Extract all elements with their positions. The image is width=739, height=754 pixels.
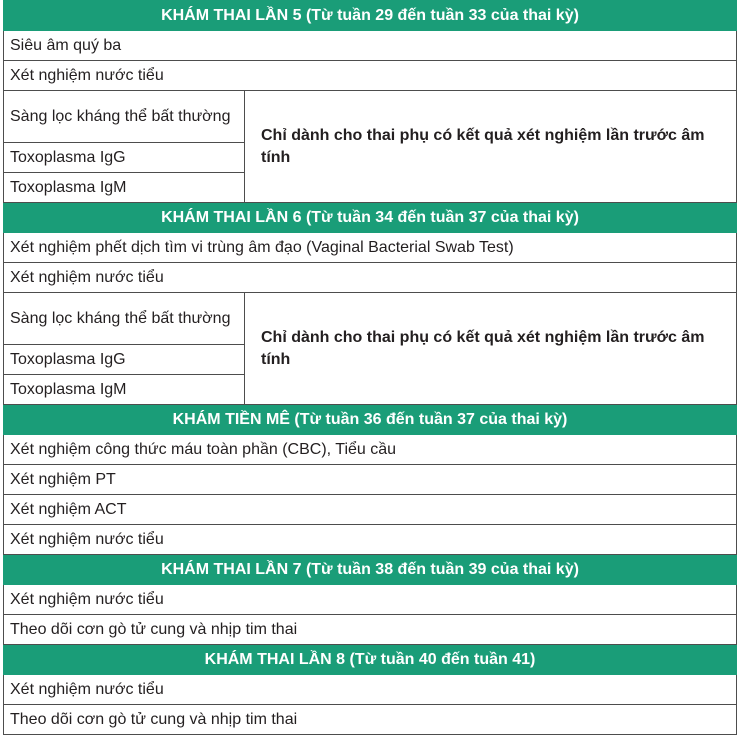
section-header [4, 1, 737, 31]
section-title: KHÁM THAI LẦN 5 (Từ tuần 29 đến tuần 33 của thai kỳ) [4, 1, 737, 31]
section-header [4, 203, 737, 233]
section-title: KHÁM THAI LẦN 7 (Từ tuần 38 đến tuần 39 của thai kỳ) [4, 555, 737, 585]
table-row [4, 31, 737, 61]
test-item: Siêu âm quý ba [4, 31, 737, 61]
test-item: Xét nghiệm nước tiểu [4, 585, 737, 615]
section-header [4, 405, 737, 435]
test-item: Xét nghiệm PT [4, 465, 737, 495]
test-item: Toxoplasma IgM [4, 375, 245, 405]
section-title: KHÁM TIỀN MÊ (Từ tuần 36 đến tuần 37 của thai kỳ) [4, 405, 737, 435]
condition-note: Chỉ dành cho thai phụ có kết quả xét nghiệm lần trước âm tính [245, 293, 737, 405]
test-item: Xét nghiệm ACT [4, 495, 737, 525]
table-row [4, 61, 737, 91]
test-item: Theo dõi cơn gò tử cung và nhịp tim thai [4, 705, 737, 735]
table-row [4, 293, 737, 345]
test-item: Toxoplasma IgG [4, 143, 245, 173]
test-item: Xét nghiệm nước tiểu [4, 675, 737, 705]
table-row [4, 495, 737, 525]
prenatal-schedule-table [3, 0, 737, 735]
condition-note: Chỉ dành cho thai phụ có kết quả xét nghiệm lần trước âm tính [245, 91, 737, 203]
test-item: Xét nghiệm công thức máu toàn phần (CBC), Tiểu cầu [4, 435, 737, 465]
test-item: Xét nghiệm nước tiểu [4, 61, 737, 91]
test-item: Sàng lọc kháng thể bất thường [4, 293, 245, 345]
test-item: Toxoplasma IgG [4, 345, 245, 375]
test-item: Xét nghiệm phết dịch tìm vi trùng âm đạo (Vaginal Bacterial Swab Test) [4, 233, 737, 263]
table-row [4, 705, 737, 735]
test-item: Theo dõi cơn gò tử cung và nhịp tim thai [4, 615, 737, 645]
test-item: Xét nghiệm nước tiểu [4, 263, 737, 293]
table-row [4, 233, 737, 263]
section-header [4, 555, 737, 585]
section-title: KHÁM THAI LẦN 8 (Từ tuần 40 đến tuần 41) [4, 645, 737, 675]
table-row [4, 465, 737, 495]
table-row [4, 585, 737, 615]
table-row [4, 675, 737, 705]
test-item: Sàng lọc kháng thể bất thường [4, 91, 245, 143]
test-item: Xét nghiệm nước tiểu [4, 525, 737, 555]
section-header [4, 645, 737, 675]
table-row [4, 263, 737, 293]
table-row [4, 435, 737, 465]
table-row [4, 615, 737, 645]
table-row [4, 91, 737, 143]
table-row [4, 525, 737, 555]
test-item: Toxoplasma IgM [4, 173, 245, 203]
section-title: KHÁM THAI LẦN 6 (Từ tuần 34 đến tuần 37 của thai kỳ) [4, 203, 737, 233]
